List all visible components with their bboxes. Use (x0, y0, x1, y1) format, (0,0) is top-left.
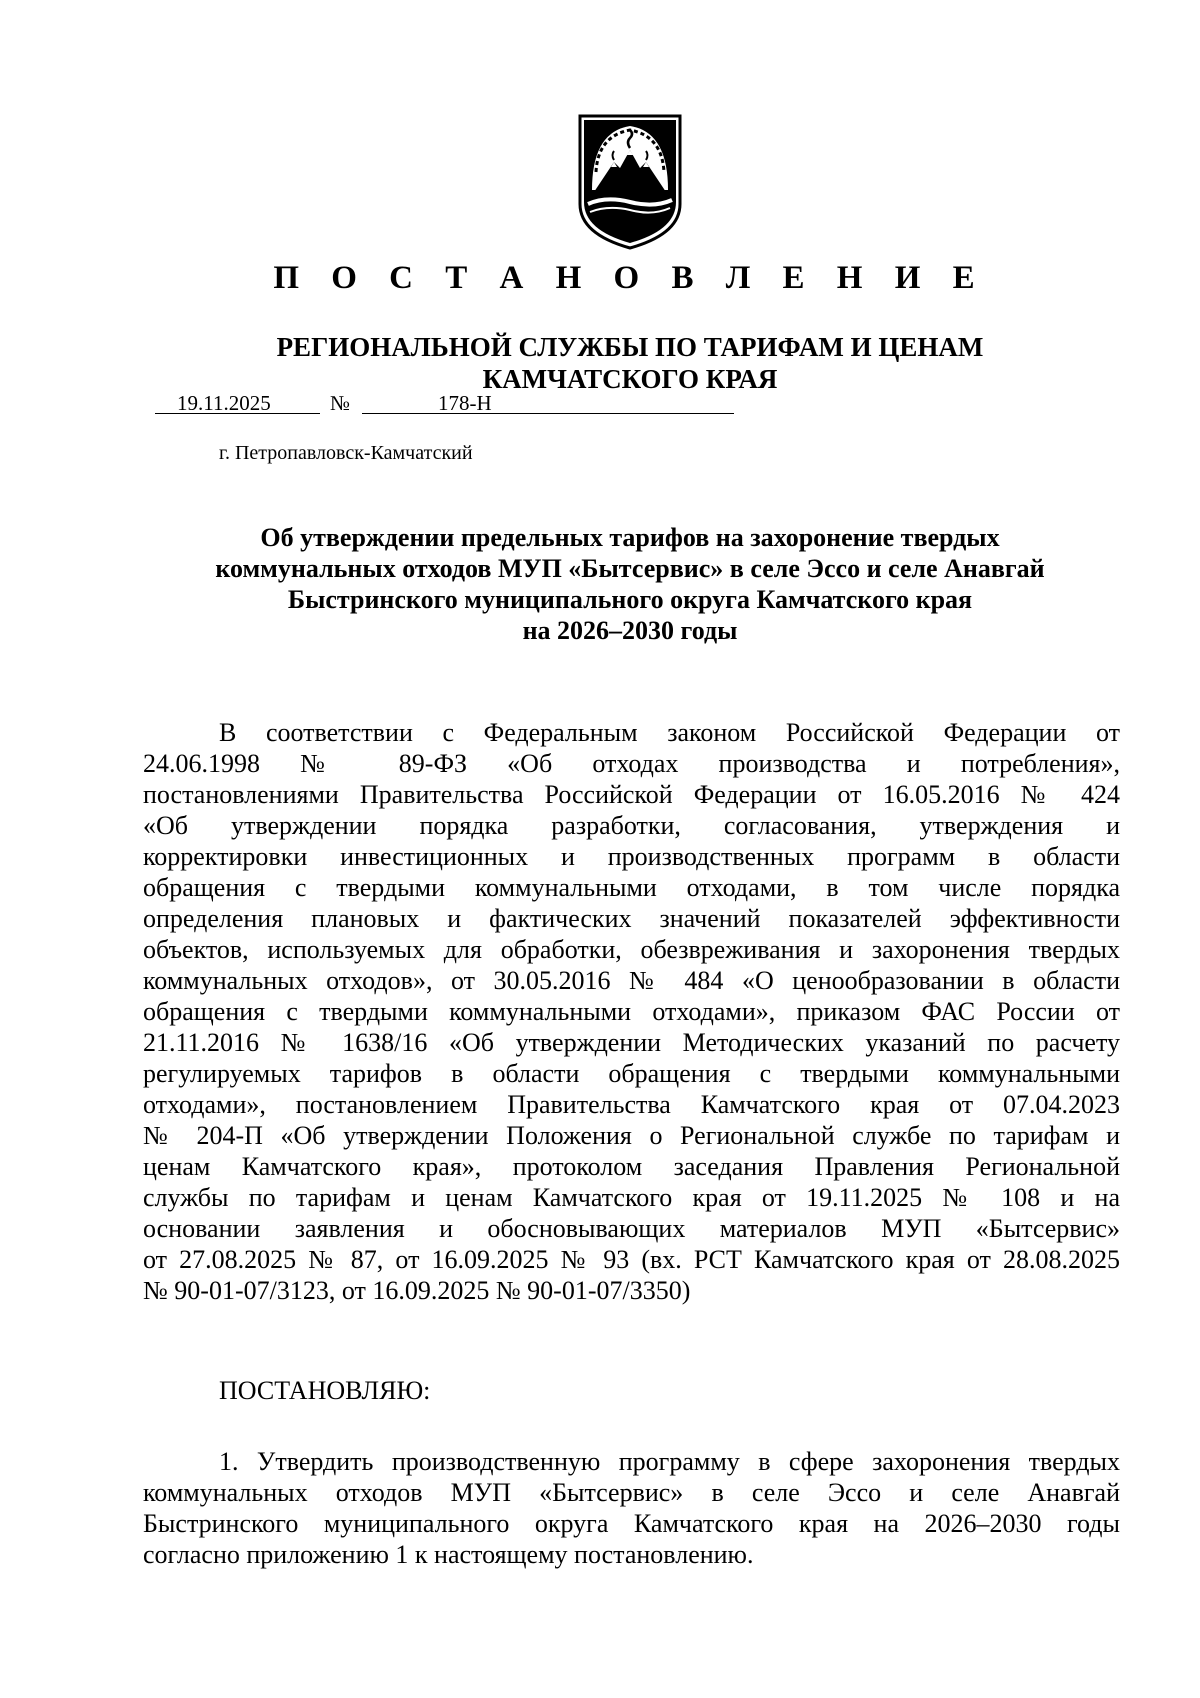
city-name: г. Петропавловск-Камчатский (219, 442, 473, 464)
agency-line-2: КАМЧАТСКОГО КРАЯ (482, 364, 778, 394)
preamble-line: отходами», постановлением Правительства Камчатского края от 07.04.2023 (143, 1090, 1120, 1119)
preamble-paragraph (143, 717, 1120, 1306)
subject-line: Быстринского муниципального округа Камчатского края (287, 585, 973, 614)
preamble-line: ценам Камчатского края», протоколом заседания Правления Региональной (143, 1152, 1120, 1181)
preamble-line: службы по тарифам и ценам Камчатского края от 19.11.2025 № 108 и на (143, 1183, 1120, 1212)
preamble-line: постановлениями Правительства Российской Федерации от 16.05.2016 № 424 (143, 780, 1120, 809)
preamble-line: регулируемых тарифов в области обращения с твердыми коммунальными (143, 1059, 1120, 1088)
preamble-line: корректировки инвестиционных и производственных программ в области (143, 842, 1120, 871)
preamble-line: № 90-01-07/3123, от 16.09.2025 № 90-01-07/3350) (143, 1276, 691, 1305)
issuing-agency (200, 331, 1060, 395)
preamble-line: 24.06.1998 № 89-ФЗ «Об отходах производства и потребления», (143, 749, 1120, 778)
document-date: 19.11.2025 (177, 391, 271, 415)
coat-of-arms-emblem (576, 112, 684, 252)
subject-line: Об утверждении предельных тарифов на захоронение твердых (260, 523, 1000, 552)
document-number: 178-Н (438, 391, 492, 415)
preamble-line: В соответствии с Федеральным законом Российской Федерации от (219, 718, 1120, 747)
preamble-line: основании заявления и обосновывающих материалов МУП «Бытсервис» (143, 1214, 1120, 1243)
preamble-line: коммунальных отходов», от 30.05.2016 № 484 «О ценообразовании в области (143, 966, 1120, 995)
number-underline (362, 413, 734, 414)
preamble-line: обращения с твердыми коммунальными отходами», приказом ФАС России от (143, 997, 1120, 1026)
subject-line: на 2026–2030 годы (522, 616, 738, 645)
item-1-line: коммунальных отходов МУП «Бытсервис» в селе Эссо и селе Анавгай (143, 1478, 1120, 1507)
preamble-line: объектов, используемых для обработки, обезвреживания и захоронения твердых (143, 935, 1120, 964)
number-sign: № (330, 391, 351, 415)
preamble-line: «Об утверждении порядка разработки, согласования, утверждения и (143, 811, 1120, 840)
item-1-line: 1. Утвердить производственную программу в сфере захоронения твердых (219, 1447, 1120, 1476)
item-1-line: согласно приложению 1 к настоящему постановлению. (143, 1540, 754, 1569)
agency-line-1: РЕГИОНАЛЬНОЙ СЛУЖБЫ ПО ТАРИФАМ И ЦЕНАМ (276, 332, 984, 362)
item-1-paragraph (143, 1446, 1120, 1570)
preamble-line: 21.11.2016 № 1638/16 «Об утверждении Методических указаний по расчету (143, 1028, 1120, 1057)
item-1-line: Быстринского муниципального округа Камчатского края на 2026–2030 годы (143, 1509, 1120, 1538)
preamble-line: определения плановых и фактических значений показателей эффективности (143, 904, 1120, 933)
subject-line: коммунальных отходов МУП «Бытсервис» в селе Эссо и селе Анавгай (215, 554, 1045, 583)
preamble-line: № 204-П «Об утверждении Положения о Региональной службе по тарифам и (143, 1121, 1120, 1150)
document-subject (140, 522, 1120, 646)
document-type-title: П О С Т А Н О В Л Е Н И Е (273, 260, 987, 296)
decree-word: ПОСТАНОВЛЯЮ: (219, 1376, 431, 1405)
preamble-line: обращения с твердыми коммунальными отходами, в том числе порядка (143, 873, 1120, 902)
preamble-line: от 27.08.2025 № 87, от 16.09.2025 № 93 (вх. РСТ Камчатского края от 28.08.2025 (143, 1245, 1120, 1274)
